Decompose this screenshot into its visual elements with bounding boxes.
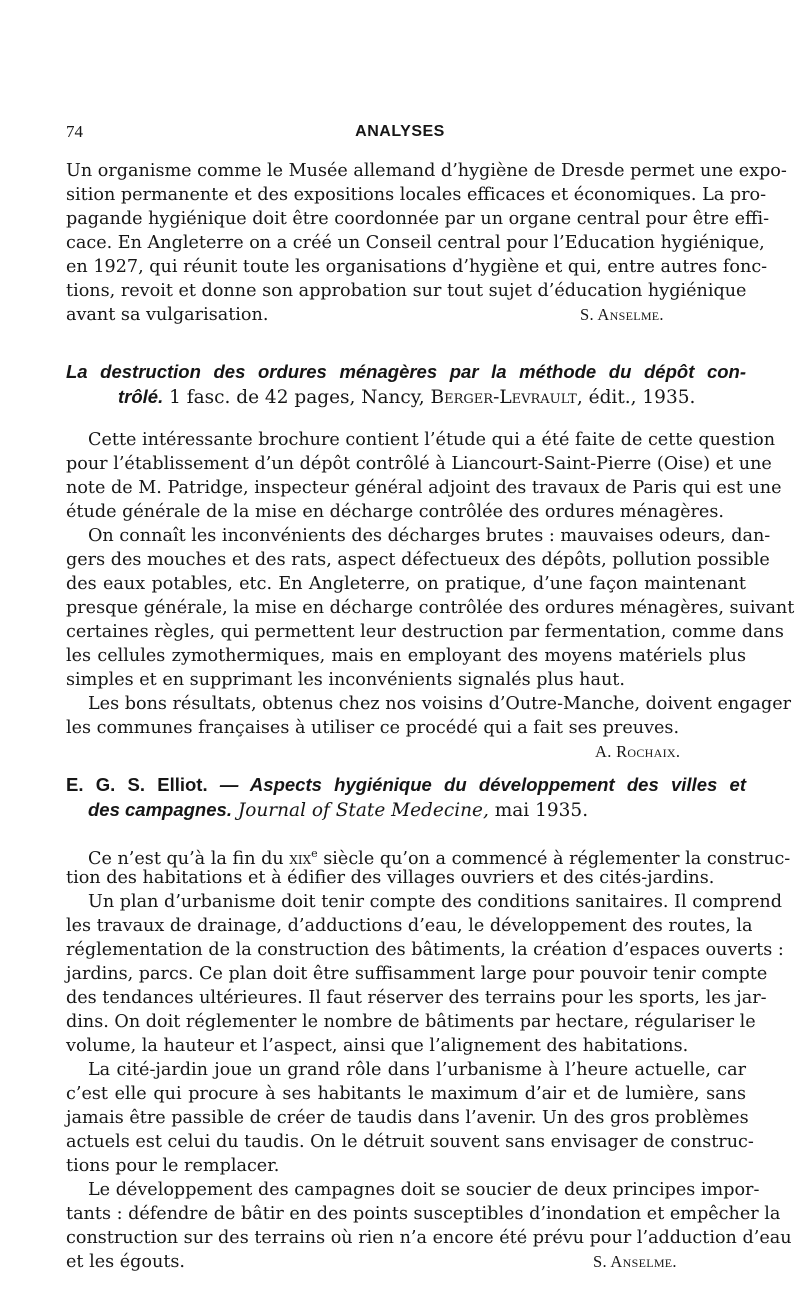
body-line: c’est elle qui procure à ses habitants le maximum d’air et de lumière, sans (66, 1084, 746, 1104)
body-line: Les bons résultats, obtenus chez nos voisins d’Outre-Manche, doivent engager (88, 694, 792, 714)
body-line: des tendances ultérieures. Il faut réserver des terrains pour les sports, les jar- (66, 988, 767, 1008)
century: xix (289, 848, 312, 869)
article-title-text: — Aspects hygiénique du développement des villes et (207, 774, 746, 795)
article-title-line2 (66, 797, 746, 823)
body-line: jardins, parcs. Ce plan doit être suffisamment large pour pouvoir tenir compte (66, 964, 768, 984)
body-line: gers des mouches et des rats, aspect défectueux des dépôts, pollution possible (66, 550, 770, 570)
body-line: des eaux potables, etc. En Angleterre, on pratique, d’une façon maintenant (66, 574, 746, 594)
body-line: Un plan d’urbanisme doit tenir compte des conditions sanitaires. Il comprend (88, 892, 783, 912)
body-line: sition permanente et des expositions locales efficaces et économiques. La pro- (66, 185, 767, 205)
signature: S. Anselme. (593, 1252, 677, 1271)
body-line: volume, la hauteur et l’aspect, ainsi que l’alignement des habitations. (66, 1036, 689, 1056)
body-line: actuels est celui du taudis. On le détruit souvent sans envisager de construc- (66, 1132, 754, 1152)
century-superscript: e (311, 847, 318, 860)
body-line: en 1927, qui réunit toute les organisations d’hygiène et qui, entre autres fonc- (66, 257, 768, 277)
running-head: ANALYSES (355, 123, 445, 140)
body-line: Ce n’est qu’à la fin du xix$^e$ siècle qu’on a commencé à réglementer la construc- (88, 847, 791, 869)
body-line: note de M. Patridge, inspecteur général adjoint des travaux de Paris qui est une (66, 478, 782, 498)
body-line: dins. On doit réglementer le nombre de bâtiments par hectare, régulariser le (66, 1012, 756, 1032)
signature: S. Anselme. (580, 305, 664, 324)
body-line: cace. En Angleterre on a créé un Conseil central pour l’Education hygiénique, (66, 233, 765, 253)
body-line: Cette intéressante brochure contient l’étude qui a été faite de cette question (88, 430, 776, 450)
body-line: simples et en supprimant les inconvénients signalés plus haut. (66, 670, 625, 690)
body-line: Un organisme comme le Musée allemand d’hygiène de Dresde permet une expo- (66, 161, 787, 181)
article-title (66, 772, 746, 798)
body-line: avant sa vulgarisation. (66, 305, 269, 325)
body-line: les communes françaises à utiliser ce procédé qui a fait ses preuves. (66, 718, 680, 738)
publication-date: mai 1935. (488, 800, 589, 821)
body-line: construction sur des terrains où rien n’a encore été prévu pour l’adduction d’eau (66, 1228, 792, 1248)
author: E. G. S. Elliot. (66, 774, 208, 795)
body-line: les cellules zymothermiques, mais en employant des moyens matériels plus (66, 646, 746, 666)
body-line: tions, revoit et donne son approbation sur tout sujet d’éducation hygiénique (66, 281, 747, 301)
body-line: tion des habitations et à édifier des villages ouvriers et des cités-jardins. (66, 868, 715, 888)
body-line: tants : défendre de bâtir en des points susceptibles d’inondation et empêcher la (66, 1204, 781, 1224)
journal-name: Journal of State Medecine, (231, 800, 489, 821)
body-line: certaines règles, qui permettent leur destruction par fermentation, comme dans (66, 622, 784, 642)
article-title-line2 (66, 384, 746, 410)
body-line: presque générale, la mise en décharge contrôlée des ordures ménagères, suivant (66, 598, 795, 618)
article-title: La destruction des ordures ménagères par la méthode du dépôt con- (66, 361, 746, 382)
body-line: La cité-jardin joue un grand rôle dans l’urbanisme à l’heure actuelle, car (88, 1060, 746, 1080)
citation: , édit., 1935. (576, 387, 696, 408)
body-line: les travaux de drainage, d’adductions d’eau, le développement des routes, la (66, 916, 753, 936)
body-line: pour l’établissement d’un dépôt contrôlé à Liancourt-Saint-Pierre (Oise) et une (66, 454, 772, 474)
article-title-end: des campagnes. (88, 799, 232, 820)
body-line: jamais être passible de créer de taudis dans l’avenir. Un des gros problèmes (66, 1108, 749, 1128)
body-line: On connaît les inconvénients des décharges brutes : mauvaises odeurs, dan- (88, 526, 771, 546)
body-line: réglementation de la construction des bâtiments, la création d’espaces ouverts : (66, 940, 784, 960)
body-line: Le développement des campagnes doit se soucier de deux principes impor- (88, 1180, 760, 1200)
article-title-end: trôlé. (118, 386, 164, 407)
body-line: étude générale de la mise en décharge contrôlée des ordures ménagères. (66, 502, 724, 522)
page-number: 74 (66, 122, 83, 141)
body-line: et les égouts. (66, 1252, 186, 1272)
citation: 1 fasc. de 42 pages, Nancy, (163, 387, 431, 408)
publisher: Berger-Levrault (430, 387, 577, 408)
body-line: tions pour le remplacer. (66, 1156, 280, 1176)
signature: A. Rochaix. (595, 742, 681, 761)
body-line: pagande hygiénique doit être coordonnée par un organe central pour être effi- (66, 209, 770, 229)
